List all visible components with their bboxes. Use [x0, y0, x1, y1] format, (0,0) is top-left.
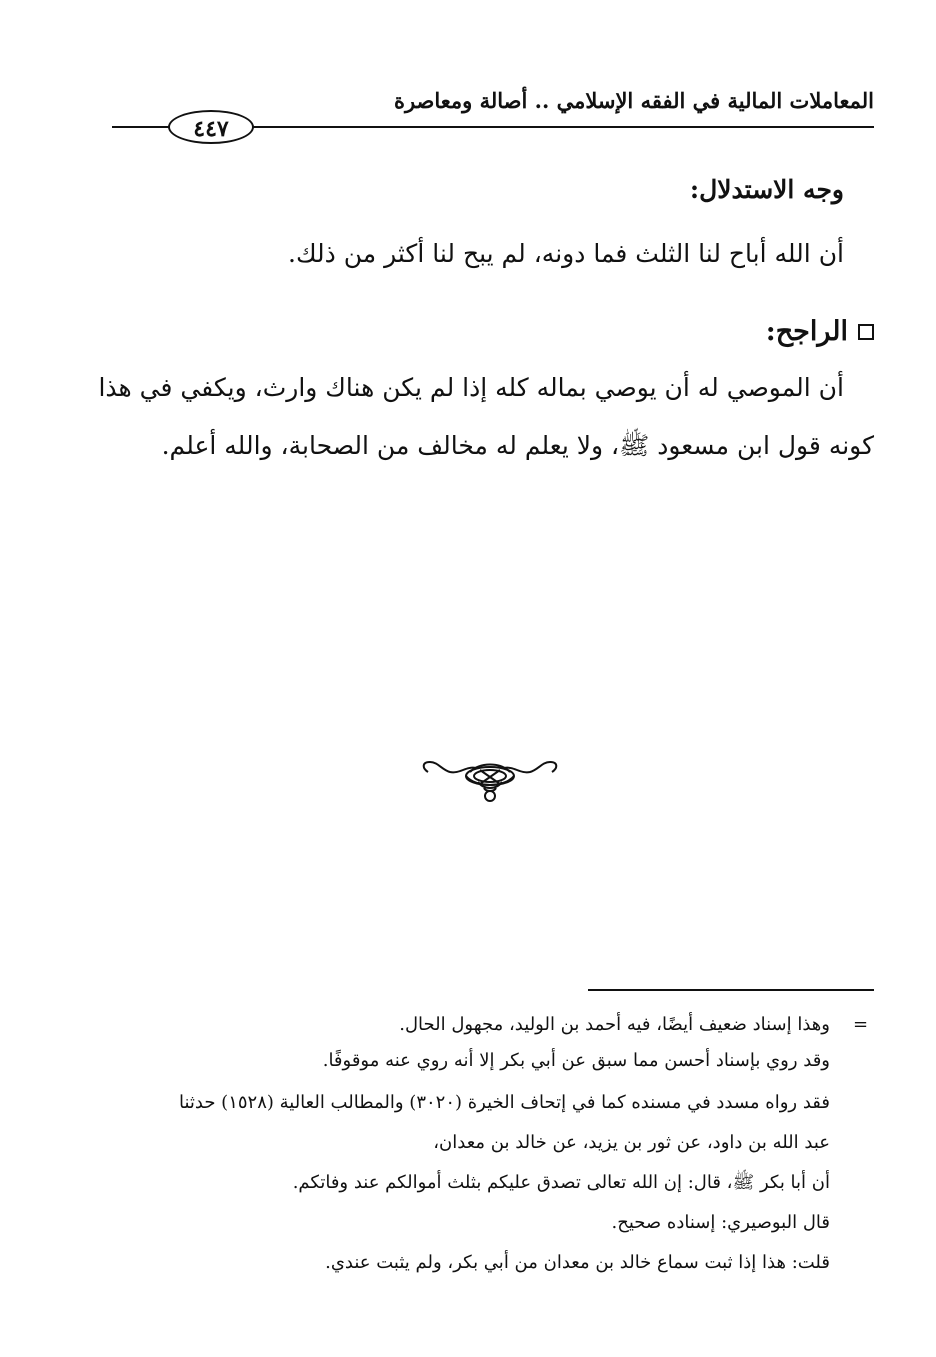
ornament-divider-icon: [420, 758, 560, 818]
footnote-line-5: أن أبا بكر ﷺ، قال: إن الله تعالى تصدق عليكم بثلث أموالكم عند وفاتكم.: [292, 1172, 830, 1193]
body-line-3: كونه قول ابن مسعود ﷺ، ولا يعلم له مخالف من الصحابة، والله أعلم.: [161, 431, 874, 460]
footnote-line-2: وقد روي بإسناد أحسن مما سبق عن أبي بكر إلا أنه روي عنه موقوفًا.: [322, 1050, 830, 1071]
running-header-title: المعاملات المالية في الفقه الإسلامي .. أصالة ومعاصرة: [393, 88, 874, 113]
footnote-line-3: فقد رواه مسدد في مسنده كما في إتحاف الخيرة (٣٠٢٠) والمطالب العالية (١٥٢٨) حدثنا: [178, 1092, 830, 1113]
footnote-rule: [588, 989, 874, 991]
section-heading: [766, 312, 874, 352]
footnote-line-6: قال البوصيري: إسناده صحيح.: [611, 1212, 830, 1233]
page-number: ٤٤٧: [168, 110, 254, 144]
body-line-2: أن الموصي له أن يوصي بماله كله إذا لم يكن هناك وارث، ويكفي في هذا: [98, 373, 844, 402]
footnote-line-7: قلت: هذا إذا ثبت سماع خالد بن معدان من أبي بكر، ولم يثبت عندي.: [325, 1252, 830, 1273]
footnote-line-4: عبد الله بن داود، عن ثور بن يزيد، عن خالد بن معدان،: [433, 1132, 830, 1153]
square-bullet-icon: [858, 324, 874, 340]
body-line-1: أن الله أباح لنا الثلث فما دونه، لم يبح لنا أكثر من ذلك.: [288, 239, 844, 268]
section-subheading: وجه الاستدلال:: [689, 175, 844, 204]
footnote-line-1: وهذا إسناد ضعيف أيضًا، فيه أحمد بن الوليد، مجهول الحال.: [399, 1014, 830, 1035]
section-heading-label: الراجح:: [765, 316, 848, 347]
footnote-continuation-marker: =: [853, 1014, 869, 1035]
